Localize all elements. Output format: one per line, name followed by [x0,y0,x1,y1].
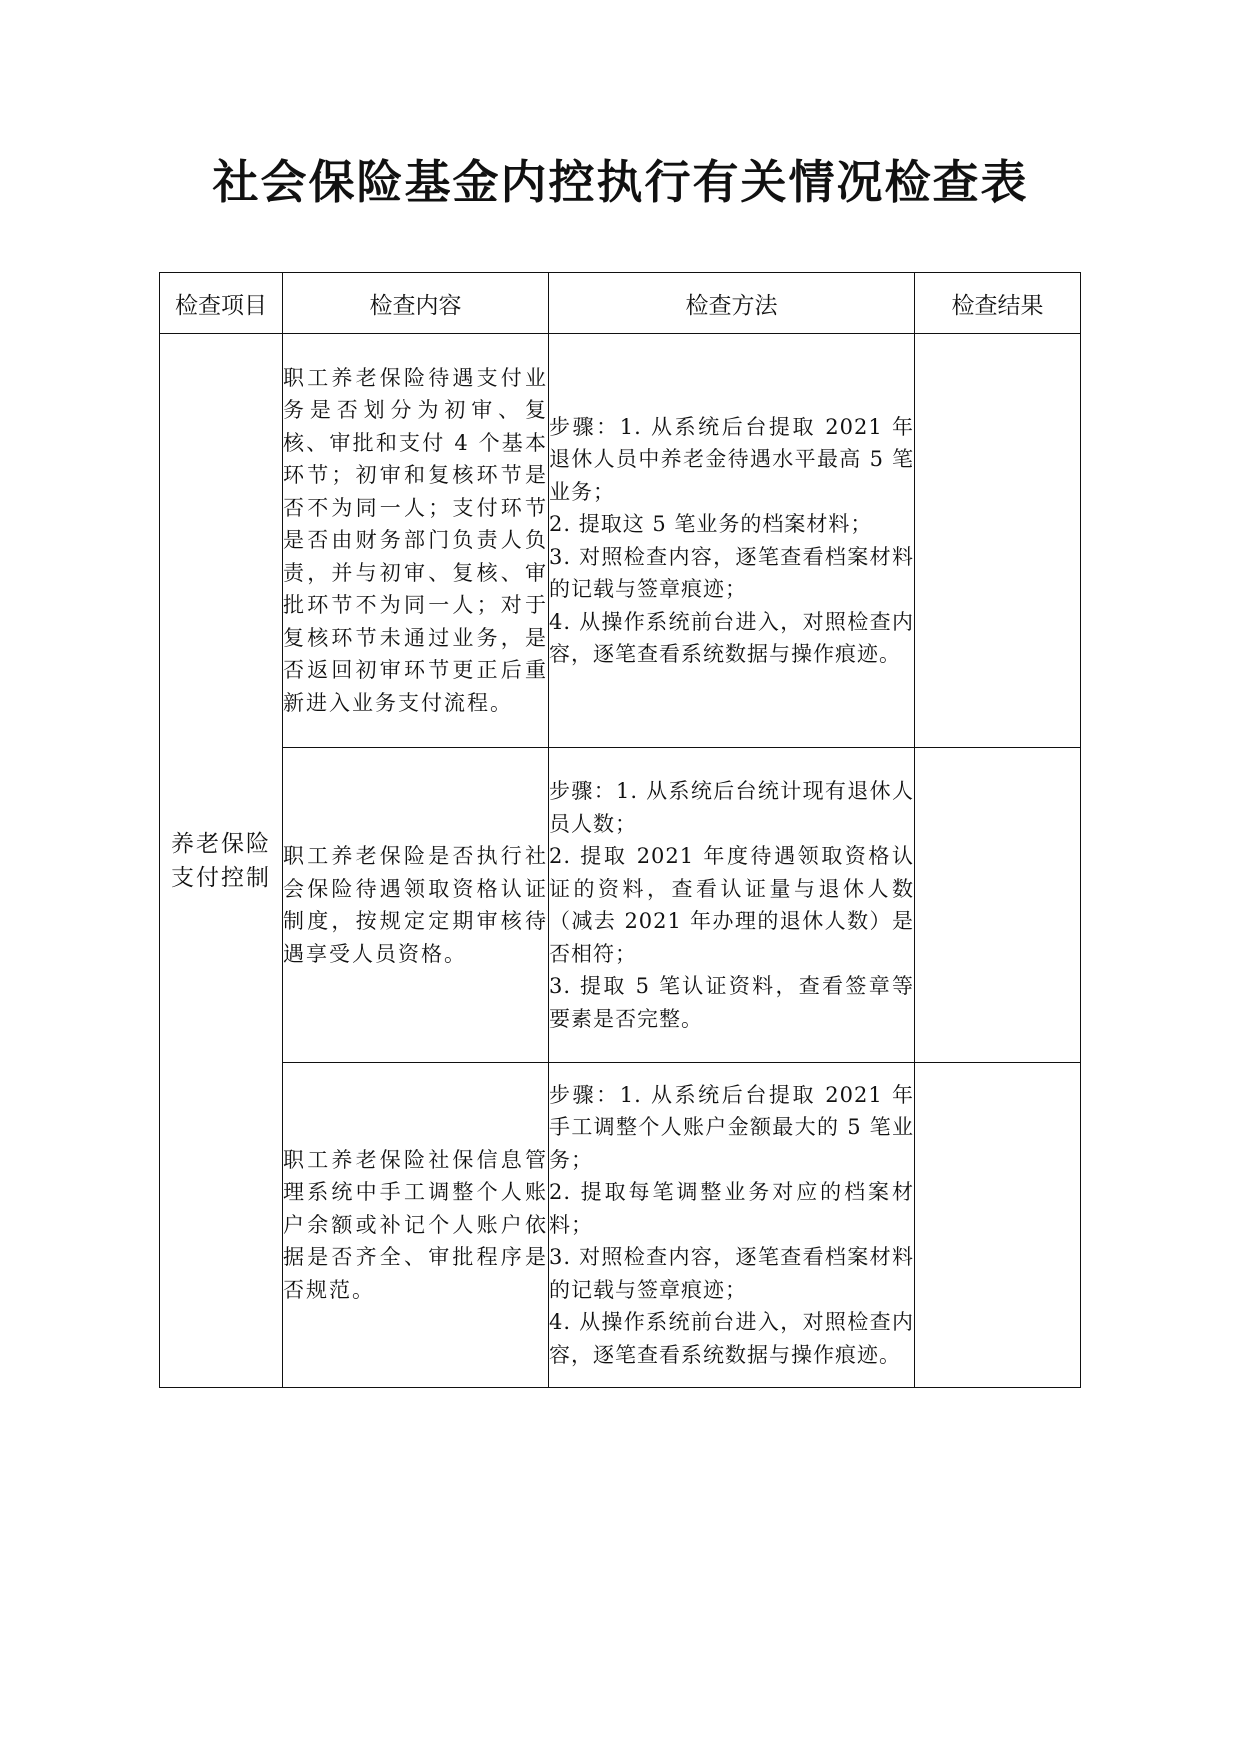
page-title: 社会保险基金内控执行有关情况检查表 [212,155,1029,209]
method-step: 3. 对照检查内容，逐笔查看档案材料的记载与签章痕迹； [549,544,914,601]
check-method-cell [549,748,915,1063]
check-method-cell [549,1063,915,1388]
check-result-cell[interactable] [915,334,1081,748]
method-step: 3. 对照检查内容，逐笔查看档案材料的记载与签章痕迹； [549,1245,914,1302]
method-step: 2. 提取每笔调整业务对应的档案材料； [549,1180,914,1237]
check-item-label: 养老保险支付控制 [171,830,271,891]
check-content-cell: 职工养老保险待遇支付业务是否划分为初审、复核、审批和支付 4 个基本环节；初审和复核环节是否不为同一人；支付环节是否由财务部门负责人负责，并与初审、复核、审批环节不为同一人；对于复核环节未通过业务，是否返回初审环节更正后重新进入业务支付流程。 [283,334,549,748]
method-step: 步骤：1. 从系统后台统计现有退休人员人数； [549,779,914,836]
method-step: 步骤：1. 从系统后台提取 2021 年手工调整个人账户金额最大的 5 笔业务； [549,1082,914,1172]
method-step: 3. 提取 5 笔认证资料，查看签章等要素是否完整。 [549,974,914,1031]
header-check-result: 检查结果 [915,273,1081,334]
check-content-cell: 职工养老保险是否执行社会保险待遇领取资格认证制度，按规定定期审核待遇享受人员资格。 [283,748,549,1063]
method-step: 2. 提取这 5 笔业务的档案材料； [549,512,873,536]
table-row [160,748,1081,1063]
method-step: 4. 从操作系统前台进入，对照检查内容，逐笔查看系统数据与操作痕迹。 [549,1310,914,1367]
header-check-item: 检查项目 [160,273,283,334]
check-item-cell [160,334,283,1388]
table-header-row [160,273,1081,334]
header-check-content: 检查内容 [283,273,549,334]
method-step: 步骤：1. 从系统后台提取 2021 年退休人员中养老金待遇水平最高 5 笔业务； [549,414,914,504]
inspection-table [159,272,1081,1388]
check-method-cell [549,334,915,748]
table-row [160,1063,1081,1388]
table-row [160,334,1081,748]
method-step: 4. 从操作系统前台进入，对照检查内容，逐笔查看系统数据与操作痕迹。 [549,609,914,666]
header-check-method: 检查方法 [549,273,915,334]
method-step: 2. 提取 2021 年度待遇领取资格认证的资料，查看认证量与退休人数（减去 2021 年办理的退休人数）是否相符； [549,844,914,966]
check-content-cell: 职工养老保险社保信息管理系统中手工调整个人账户余额或补记个人账户依据是否齐全、审批程序是否规范。 [283,1063,549,1388]
check-result-cell[interactable] [915,1063,1081,1388]
check-result-cell[interactable] [915,748,1081,1063]
